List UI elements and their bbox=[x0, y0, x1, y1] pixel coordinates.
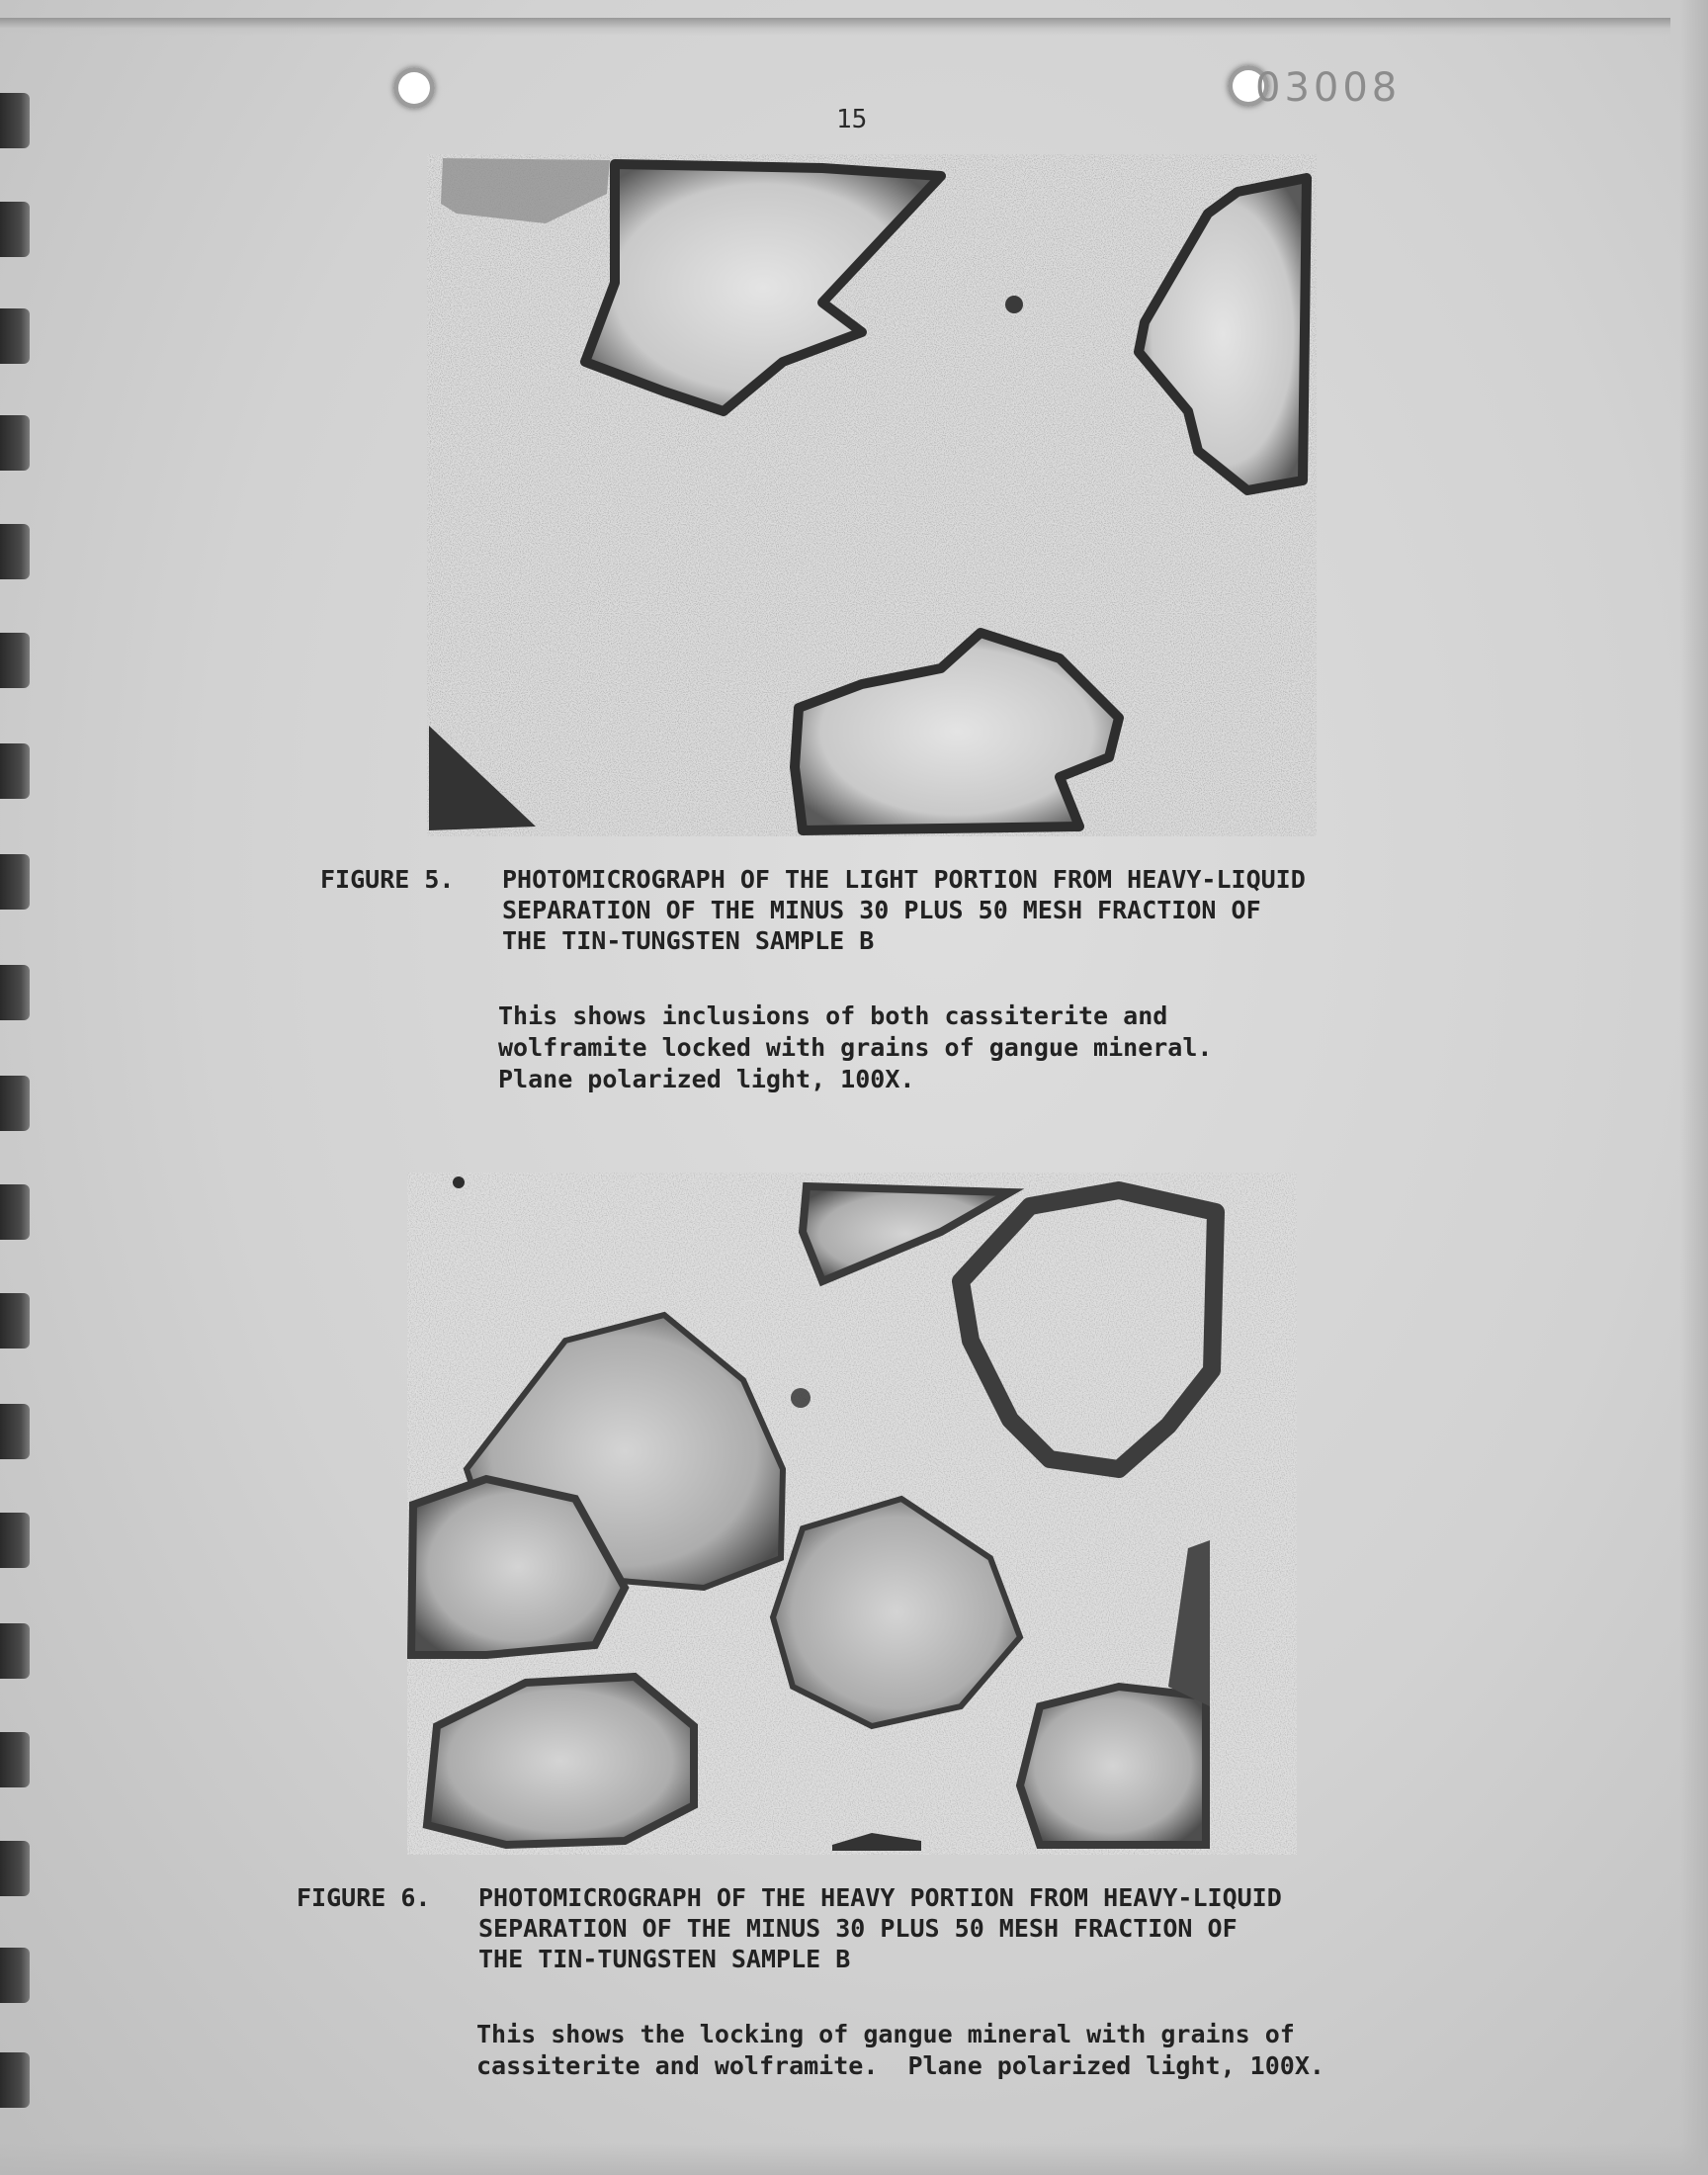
figure-6-title-line: PHOTOMICROGRAPH OF THE HEAVY PORTION FROM HEAVY-LIQUID bbox=[478, 1883, 1282, 1912]
binding-tab bbox=[0, 1293, 30, 1348]
figure-5-description-line: This shows inclusions of both cassiterite and bbox=[498, 1001, 1168, 1030]
figure-6-label: FIGURE 6. bbox=[297, 1883, 431, 1912]
binding-tab bbox=[0, 743, 30, 799]
figure-6-title-line: SEPARATION OF THE MINUS 30 PLUS 50 MESH FRACTION OF bbox=[478, 1914, 1238, 1943]
figure-5-title-line: THE TIN-TUNGSTEN SAMPLE B bbox=[502, 926, 875, 955]
figure-6-caption bbox=[297, 1882, 1404, 1981]
figure-5-label: FIGURE 5. bbox=[320, 865, 455, 894]
binding-tab bbox=[0, 1623, 30, 1679]
binding-tab bbox=[0, 415, 30, 471]
page-number: 15 bbox=[836, 105, 868, 134]
binding-tab bbox=[0, 633, 30, 688]
figure-6-photomicrograph bbox=[407, 1173, 1297, 1855]
binding-tab bbox=[0, 1076, 30, 1131]
binding-tab bbox=[0, 1513, 30, 1568]
figure-6-description-line: cassiterite and wolframite. Plane polarized light, 100X. bbox=[476, 2051, 1324, 2080]
binding-tab bbox=[0, 308, 30, 364]
document-stamp-number: 03008 bbox=[1255, 65, 1402, 111]
binding-tab bbox=[0, 2052, 30, 2108]
page-right-edge bbox=[1680, 0, 1708, 2175]
binding-tab bbox=[0, 1184, 30, 1240]
binding-tab bbox=[0, 1948, 30, 2003]
inclusion-spot bbox=[791, 1388, 811, 1408]
figure-5-description bbox=[498, 1000, 1212, 1095]
binding-tab bbox=[0, 1732, 30, 1787]
figure-5-title bbox=[502, 864, 1306, 956]
inclusion-spot bbox=[1005, 296, 1023, 313]
mineral-grain bbox=[1020, 1687, 1206, 1845]
figure-5-title-line: SEPARATION OF THE MINUS 30 PLUS 50 MESH FRACTION OF bbox=[502, 896, 1261, 924]
binding-tab bbox=[0, 524, 30, 579]
binding-tab bbox=[0, 1404, 30, 1459]
figure-5-description-line: wolframite locked with grains of gangue mineral. bbox=[498, 1033, 1213, 1062]
figure-6-description bbox=[476, 2019, 1324, 2082]
figure-6-title bbox=[478, 1882, 1282, 1974]
binding-tab bbox=[0, 93, 30, 148]
figure-5-photomicrograph bbox=[427, 154, 1317, 836]
figure-5-description-line: Plane polarized light, 100X. bbox=[498, 1065, 915, 1093]
binding-tab bbox=[0, 854, 30, 910]
figure-6-description-line: This shows the locking of gangue mineral with grains of bbox=[476, 2020, 1295, 2048]
spiral-binding bbox=[0, 79, 34, 2155]
figure-6-title-line: THE TIN-TUNGSTEN SAMPLE B bbox=[478, 1945, 851, 1973]
figure-5-caption bbox=[320, 864, 1408, 963]
figure-5-title-line: PHOTOMICROGRAPH OF THE LIGHT PORTION FROM HEAVY-LIQUID bbox=[502, 865, 1306, 894]
inclusion-spot bbox=[453, 1176, 465, 1188]
page-top-edge bbox=[0, 18, 1670, 36]
punch-hole bbox=[393, 67, 435, 109]
binding-tab bbox=[0, 965, 30, 1020]
binding-tab bbox=[0, 202, 30, 257]
binding-tab bbox=[0, 1841, 30, 1896]
page-bottom-edge bbox=[0, 2143, 1708, 2175]
